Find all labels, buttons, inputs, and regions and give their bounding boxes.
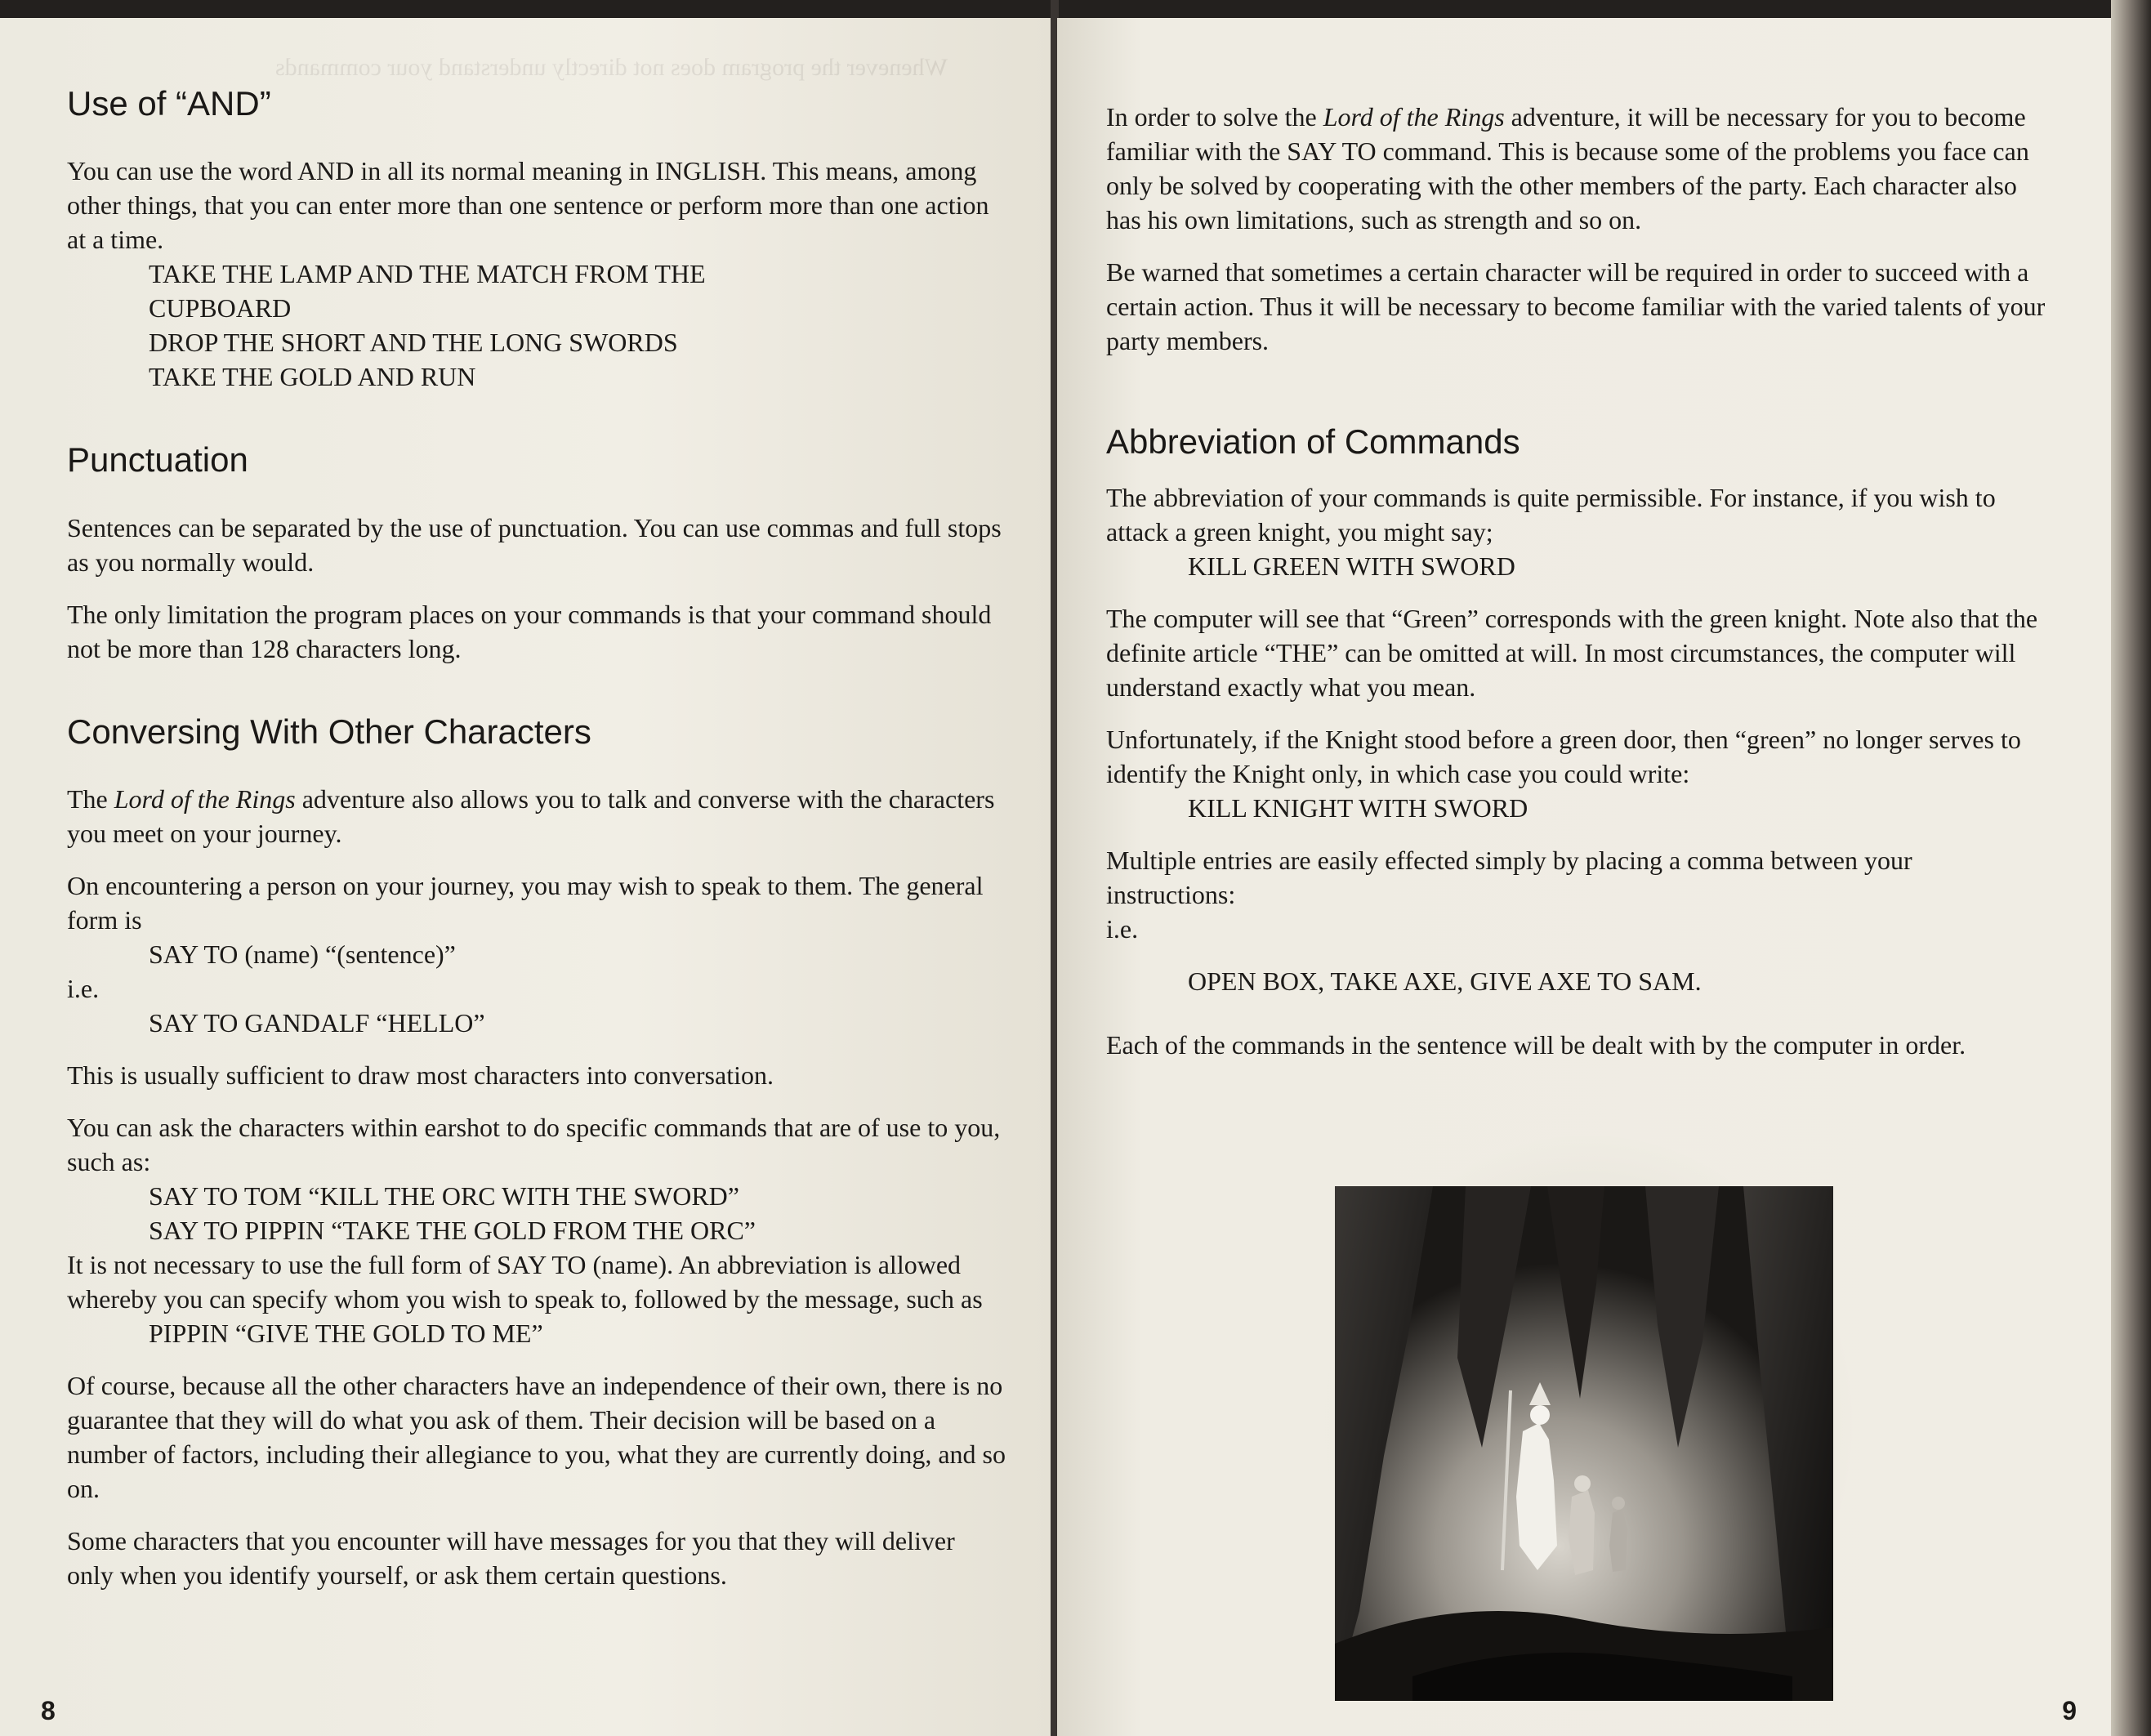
game-title: Lord of the Rings: [1323, 102, 1505, 132]
conversing-paragraph-3: This is usually sufficient to draw most characters into conversation.: [67, 1060, 774, 1091]
command-example: SAY TO PIPPIN “TAKE THE GOLD FROM THE ORC”: [149, 1216, 756, 1246]
command-example: PIPPIN “GIVE THE GOLD TO ME”: [149, 1319, 543, 1349]
punctuation-paragraph-2: The only limitation the program places on your commands is that your command should not be more than 128 characters long.: [67, 599, 992, 663]
page-edge: [2111, 0, 2151, 1736]
punctuation-paragraph-1: Sentences can be separated by the use of punctuation. You can use commas and full stops as you normally would.: [67, 512, 1002, 577]
game-illustration: [1335, 1186, 1833, 1701]
abbreviation-paragraph-2: The computer will see that “Green” corresponds with the green knight. Note also that the definite article “THE” can be omitted at will. In most circumstances, the computer will understand exactly what you mean.: [1106, 604, 2038, 703]
command-form: SAY TO (name) “(sentence)”: [149, 939, 456, 970]
conversing-paragraph-5: It is not necessary to use the full form of SAY TO (name). An abbreviation is allowed whereby you can specify whom you wish to speak to, followed by the message, such as: [67, 1250, 983, 1314]
ie-label: i.e.: [1106, 914, 1139, 944]
heading-abbreviation: Abbreviation of Commands: [1106, 422, 1520, 461]
cavern-scene-image: [1335, 1186, 1833, 1701]
page-number: 9: [2062, 1696, 2077, 1725]
show-through-text: Whenever the program does not directly understand your commands: [274, 54, 948, 81]
text-span: The: [67, 784, 114, 814]
intro-paragraph-2: Be warned that sometimes a certain character will be required in order to succeed with a certain action. Thus it will be necessary to become familiar with the varied talents of your party members.: [1106, 257, 2046, 355]
heading-conversing: Conversing With Other Characters: [67, 712, 591, 751]
abbreviation-paragraph-5: Each of the commands in the sentence will be dealt with by the computer in order.: [1106, 1030, 1966, 1060]
conversing-paragraph-6: Of course, because all the other characters have an independence of their own, there is no guarantee that they will do what you ask of them. Their decision will be based on a number of factors, including their allegiance to you, what they are currently doing, and so on.: [67, 1371, 1006, 1504]
command-example: TAKE THE GOLD AND RUN: [149, 362, 476, 392]
conversing-paragraph-2: On encountering a person on your journey, you may wish to speak to them. The general form is: [67, 871, 984, 935]
abbreviation-paragraph-1: The abbreviation of your commands is quite permissible. For instance, if you wish to attack a green knight, you might say;: [1106, 483, 1996, 547]
text-span: adventure also allows you to talk and converse with the characters you meet on your journey.: [67, 784, 995, 849]
command-example: KILL GREEN WITH SWORD: [1188, 551, 1515, 582]
command-example: DROP THE SHORT AND THE LONG SWORDS: [149, 328, 678, 358]
heading-punctuation: Punctuation: [67, 440, 248, 480]
intro-paragraph-1: [1106, 100, 2046, 237]
ie-label: i.e.: [67, 974, 100, 1004]
game-title: Lord of the Rings: [114, 784, 296, 814]
command-example: TAKE THE LAMP AND THE MATCH FROM THE: [149, 259, 706, 289]
left-column: [67, 83, 1006, 1592]
top-edge: [0, 0, 2151, 18]
text-span: In order to solve the: [1106, 102, 1323, 132]
command-example: OPEN BOX, TAKE AXE, GIVE AXE TO SAM.: [1188, 966, 1702, 997]
text-span: adventure, it will be necessary for you to become familiar with the SAY TO command. This is because some of the problems you face can only be solved by cooperating with the other members of the party. Each character also has his own limitations, such as strength and so on.: [1106, 102, 2029, 234]
right-page: [1057, 18, 2111, 1736]
right-column: [1106, 100, 2046, 1062]
command-example: SAY TO TOM “KILL THE ORC WITH THE SWORD”: [149, 1181, 739, 1212]
heading-use-of-and: Use of “AND”: [67, 84, 271, 123]
command-example: SAY TO GANDALF “HELLO”: [149, 1008, 485, 1038]
command-example: CUPBOARD: [149, 293, 292, 324]
left-page: [0, 18, 1052, 1736]
abbreviation-paragraph-3: Unfortunately, if the Knight stood before a green door, then “green” no longer serves to identify the Knight only, in which case you could write:: [1106, 725, 2021, 789]
conversing-paragraph-4: You can ask the characters within earshot to do specific commands that are of use to you, such as:: [67, 1113, 1001, 1177]
conversing-paragraph-7: Some characters that you encounter will have messages for you that they will deliver only when you identify yourself, or ask them certain questions.: [67, 1526, 955, 1591]
abbreviation-paragraph-4: Multiple entries are easily effected simply by placing a comma between your instructions:: [1106, 846, 1912, 910]
page-number: 8: [41, 1696, 56, 1725]
conversing-paragraph-1: [67, 782, 1006, 850]
command-example: KILL KNIGHT WITH SWORD: [1188, 793, 1528, 823]
and-paragraph: You can use the word AND in all its normal meaning in INGLISH. This means, among other things, that you can enter more than one sentence or perform more than one action at a time.: [67, 156, 989, 255]
